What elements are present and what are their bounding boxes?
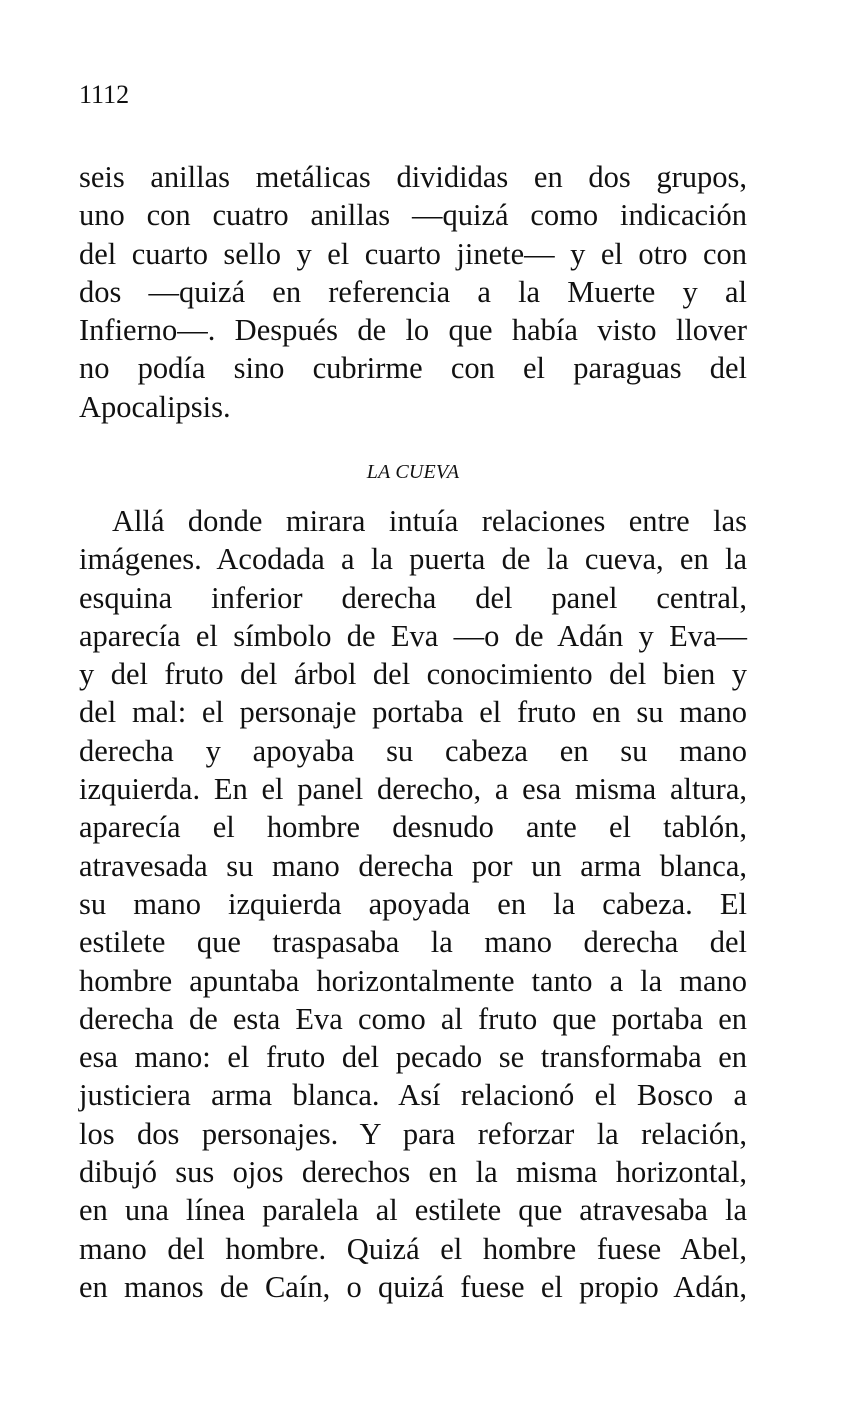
- text-line: estilete que traspasaba la mano derecha del: [79, 925, 747, 960]
- text-line: en manos de Caín, o quizá fuese el propio Adán,: [79, 1269, 747, 1304]
- text-line: Apocalipsis.: [79, 389, 231, 424]
- section-heading: LA CUEVA: [366, 461, 460, 483]
- text-line: del mal: el personaje portaba el fruto en su mano: [79, 695, 747, 730]
- text-line: justiciera arma blanca. Así relacionó el Bosco a: [79, 1078, 747, 1113]
- page-number: 1112: [79, 80, 130, 109]
- text-line: los dos personajes. Y para reforzar la relación,: [79, 1116, 747, 1151]
- text-line: mano del hombre. Quizá el hombre fuese Abel,: [79, 1231, 747, 1266]
- paragraph-apocalipsis: [79, 158, 747, 426]
- paragraph-la-cueva: [79, 502, 747, 1306]
- text-line: y del fruto del árbol del conocimiento del bien y: [79, 657, 747, 692]
- text-line: esa mano: el fruto del pecado se transformaba en: [79, 1040, 747, 1075]
- text-line: atravesada su mano derecha por un arma blanca,: [79, 848, 747, 883]
- text-line: dibujó sus ojos derechos en la misma horizontal,: [79, 1155, 747, 1190]
- text-line: imágenes. Acodada a la puerta de la cueva, en la: [79, 542, 747, 577]
- text-line: Allá donde mirara intuía relaciones entre las: [112, 504, 747, 538]
- text-line: aparecía el hombre desnudo ante el tablón,: [79, 810, 747, 845]
- text-line: aparecía el símbolo de Eva —o de Adán y Eva—: [79, 618, 747, 653]
- text-line: izquierda. En el panel derecho, a esa misma altura,: [79, 772, 747, 807]
- text-line: su mano izquierda apoyada en la cabeza. El: [79, 886, 747, 921]
- text-line: del cuarto sello y el cuarto jinete— y el otro con: [79, 236, 747, 271]
- text-line: no podía sino cubrirme con el paraguas del: [79, 351, 747, 386]
- text-line: Infierno—. Después de lo que había visto llover: [79, 313, 747, 348]
- text-line: uno con cuatro anillas —quizá como indicación: [79, 198, 747, 233]
- text-line: derecha y apoyaba su cabeza en su mano: [79, 733, 747, 768]
- text-line: seis anillas metálicas divididas en dos grupos,: [79, 160, 747, 194]
- text-line: en una línea paralela al estilete que atravesaba la: [79, 1193, 747, 1228]
- text-line: derecha de esta Eva como al fruto que portaba en: [79, 1001, 747, 1036]
- text-line: hombre apuntaba horizontalmente tanto a la mano: [79, 963, 747, 998]
- text-line: dos —quizá en referencia a la Muerte y al: [79, 274, 747, 309]
- text-line: esquina inferior derecha del panel central,: [79, 580, 747, 615]
